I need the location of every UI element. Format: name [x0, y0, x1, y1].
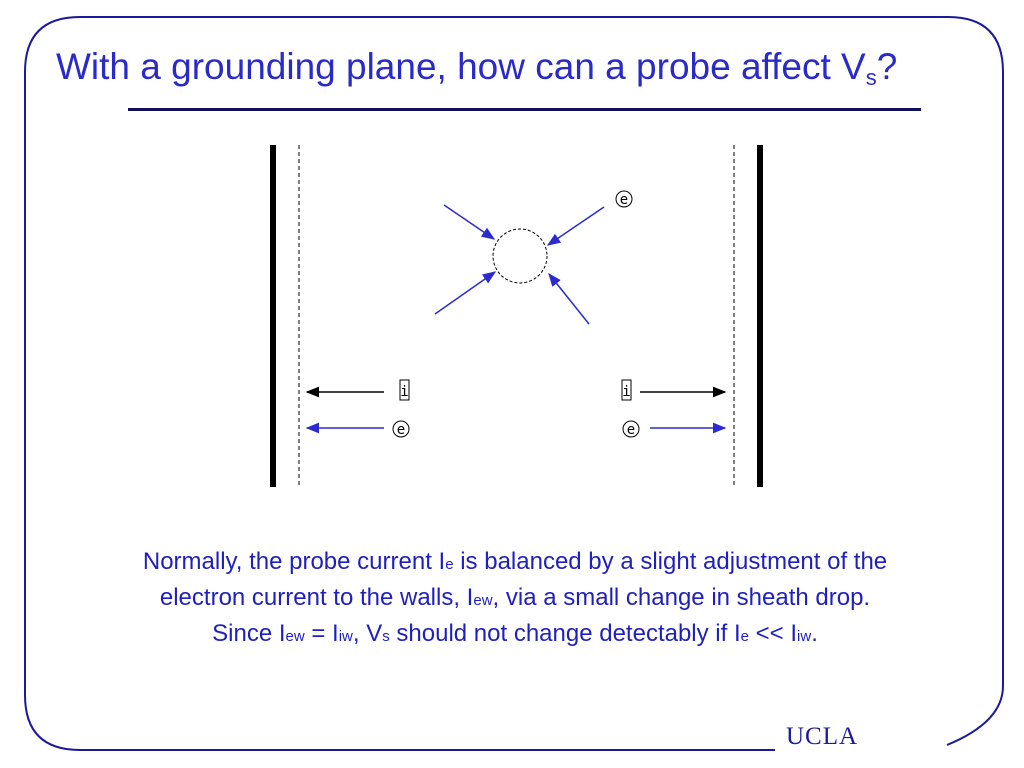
- caption-subscript: s: [382, 628, 390, 645]
- probe-circle: [493, 229, 547, 283]
- caption-line-2: [40, 581, 990, 617]
- caption-text: .: [811, 620, 818, 647]
- caption-subscript: iw: [797, 628, 812, 645]
- caption-subscript: ew: [473, 592, 493, 609]
- caption-text: should not change detectably if I: [389, 620, 741, 647]
- caption-line-3: [40, 617, 990, 653]
- probe-arrow-lower-right: [549, 274, 589, 324]
- caption-line-1: [40, 545, 990, 581]
- left-electron-label: e: [396, 422, 406, 438]
- caption-text: << I: [748, 620, 798, 647]
- ucla-logo: UCLA: [786, 723, 859, 750]
- caption-subscript: ew: [285, 628, 305, 645]
- caption-text: Normally, the probe current I: [142, 548, 446, 575]
- caption: [40, 545, 990, 653]
- caption-text: , V: [352, 620, 383, 647]
- right-electron-label: e: [626, 422, 636, 438]
- probe-arrow-upper-right: [548, 207, 604, 245]
- caption-text: electron current to the walls, I: [159, 584, 474, 611]
- title-text: With a grounding plane, how can a probe affect V: [56, 46, 866, 87]
- right-ion-label: i: [622, 384, 631, 400]
- probe-arrow-upper-left: [444, 205, 494, 239]
- caption-subscript: iw: [338, 628, 353, 645]
- caption-text: , via a small change in sheath drop.: [492, 584, 871, 611]
- caption-text: is balanced by a slight adjustment of the: [453, 548, 888, 575]
- caption-text: Since I: [212, 620, 286, 647]
- probe-arrow-lower-left: [435, 272, 495, 314]
- probe-electron-label: e: [619, 192, 629, 208]
- title-subscript: s: [865, 65, 877, 90]
- left-ion-label: i: [400, 384, 409, 400]
- caption-text: = I: [304, 620, 339, 647]
- caption-subscript: e: [740, 628, 749, 645]
- title-question-mark: ?: [876, 46, 898, 87]
- caption-subscript: e: [445, 556, 454, 573]
